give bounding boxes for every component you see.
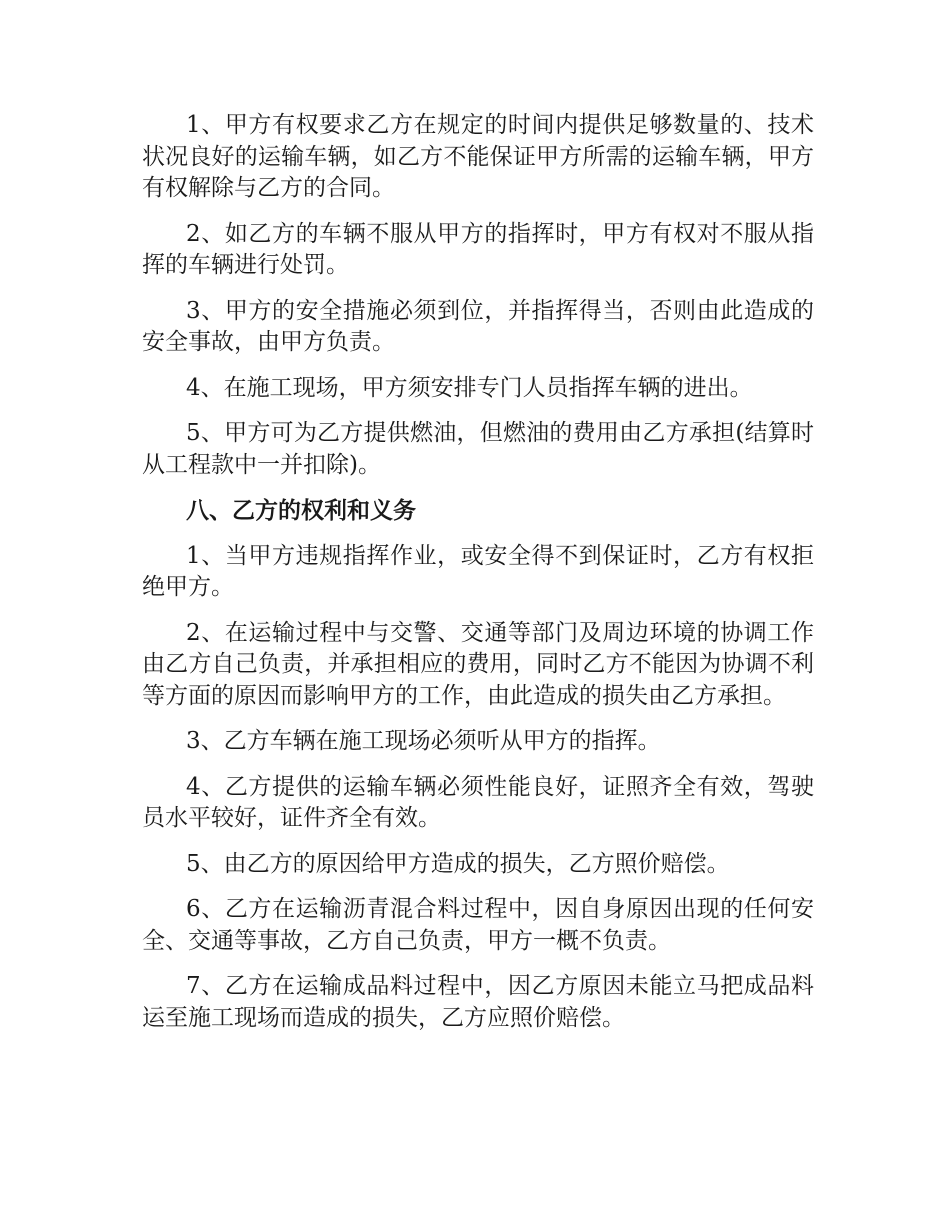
document-page [142,110,814,1048]
paragraph-b-7: 7、乙方在运输成品料过程中，因乙方原因未能立马把成品料运至施工现场而造成的损失，乙方应照价赔偿。 [142,973,814,1031]
paragraph-b-6: 6、乙方在运输沥青混合料过程中，因自身原因出现的任何安全、交通等事故，乙方自己负责，甲方一概不负责。 [142,896,814,954]
paragraph-b-3: 3、乙方车辆在施工现场必须听从甲方的指挥。 [186,728,661,754]
paragraph-a-2: 2、如乙方的车辆不服从甲方的指挥时，甲方有权对不服从指挥的车辆进行处罚。 [142,220,814,278]
paragraph-a-5: 5、甲方可为乙方提供燃油，但燃油的费用由乙方承担(结算时从工程款中一并扣除)。 [142,420,814,478]
paragraph-b-4: 4、乙方提供的运输车辆必须性能良好，证照齐全有效，驾驶员水平较好，证件齐全有效。 [142,773,814,831]
paragraph-a-3: 3、甲方的安全措施必须到位，并指挥得当，否则由此造成的安全事故，由甲方负责。 [142,297,814,355]
paragraph-b-5: 5、由乙方的原因给甲方造成的损失，乙方照价赔偿。 [186,850,730,877]
paragraph-b-1: 1、当甲方违规指挥作业，或安全得不到保证时，乙方有权拒绝甲方。 [142,542,814,600]
section-heading: 八、乙方的权利和义务 [186,497,416,524]
paragraph-a-1: 1、甲方有权要求乙方在规定的时间内提供足够数量的、技术状况良好的运输车辆，如乙方不能保证甲方所需的运输车辆，甲方有权解除与乙方的合同。 [142,112,814,201]
paragraph-a-4: 4、在施工现场，甲方须安排专门人员指挥车辆的进出。 [186,374,753,401]
paragraph-b-2: 2、在运输过程中与交警、交通等部门及周边环境的协调工作由乙方自己负责，并承担相应的费用，同时乙方不能因为协调不利等方面的原因而影响甲方的工作，由此造成的损失由乙方承担。 [142,619,814,709]
